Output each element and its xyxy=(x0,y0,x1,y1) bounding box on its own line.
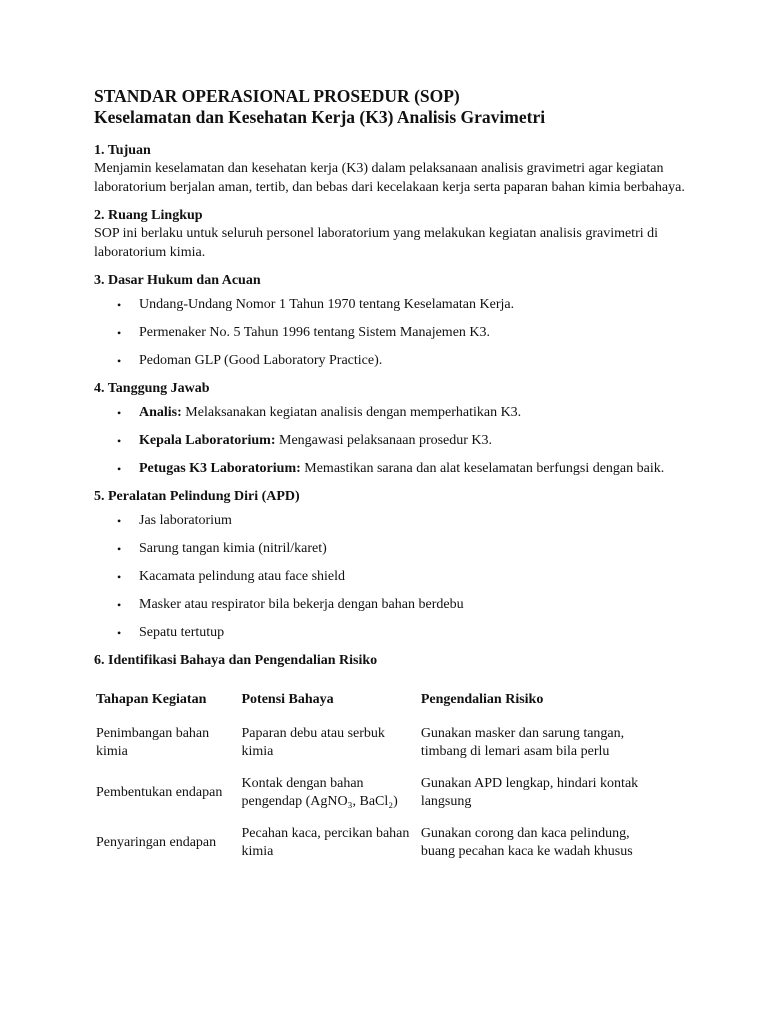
list-item-term: Kepala Laboratorium: xyxy=(139,433,276,448)
risk-table xyxy=(94,682,669,868)
list-item-text: Masker atau respirator bila bekerja dengan bahan berdebu xyxy=(139,597,464,612)
list-item-text: Sepatu tertutup xyxy=(139,625,225,640)
list-item xyxy=(94,540,694,558)
bullet-icon: • xyxy=(117,462,122,476)
list-item-text: Undang-Undang Nomor 1 Tahun 1970 tentang Keselamatan Kerja. xyxy=(139,297,515,312)
document-title: STANDAR OPERASIONAL PROSEDUR (SOP) xyxy=(94,86,460,106)
list-item xyxy=(94,404,694,422)
section-tujuan xyxy=(94,142,694,197)
column-header: Tahapan Kegiatan xyxy=(96,692,207,707)
bullet-list xyxy=(94,404,694,478)
table-cell: Gunakan APD lengkap, hindari kontak langsung xyxy=(420,776,639,809)
bullet-list xyxy=(94,296,694,370)
bullet-icon: • xyxy=(117,326,122,340)
bullet-icon: • xyxy=(117,406,122,420)
list-item-text: Sarung tangan kimia (nitril/karet) xyxy=(139,541,327,556)
table-cell: Gunakan masker dan sarung tangan, timbang di lemari asam bila perlu xyxy=(420,726,625,759)
list-item-text: Melaksanakan kegiatan analisis dengan memperhatikan K3. xyxy=(181,405,522,420)
section-heading: 6. Identifikasi Bahaya dan Pengendalian Risiko xyxy=(94,653,378,668)
table-cell: Kontak dengan bahan pengendap (AgNO₃, BaCl₂) xyxy=(241,776,398,809)
list-item-term: Petugas K3 Laboratorium: xyxy=(139,461,301,476)
section-heading: 1. Tujuan xyxy=(94,143,151,158)
column-header: Pengendalian Risiko xyxy=(420,692,544,707)
section-dasar-hukum xyxy=(94,272,694,370)
bullet-icon: • xyxy=(117,542,122,556)
list-item xyxy=(94,460,694,478)
bullet-icon: • xyxy=(117,434,122,448)
section-ruang-lingkup xyxy=(94,207,694,262)
table-row xyxy=(94,768,669,818)
table-cell: Penimbangan bahan kimia xyxy=(96,726,210,759)
section-apd xyxy=(94,488,694,642)
table-cell: Gunakan corong dan kaca pelindung, buang pecahan kaca ke wadah khusus xyxy=(420,826,633,859)
column-header: Potensi Bahaya xyxy=(241,692,334,707)
list-item-text: Kacamata pelindung atau face shield xyxy=(139,569,346,584)
list-item xyxy=(94,432,694,450)
table-row xyxy=(94,718,669,768)
list-item xyxy=(94,568,694,586)
list-item-term: Analis: xyxy=(139,405,182,420)
section-heading: 3. Dasar Hukum dan Acuan xyxy=(94,273,261,288)
section-heading: 5. Peralatan Pelindung Diri (APD) xyxy=(94,489,300,504)
list-item xyxy=(94,324,694,342)
section-heading: 4. Tanggung Jawab xyxy=(94,381,210,396)
bullet-icon: • xyxy=(117,514,122,528)
bullet-icon: • xyxy=(117,298,122,312)
bullet-icon: • xyxy=(117,570,122,584)
list-item xyxy=(94,624,694,642)
table-cell: Pembentukan endapan xyxy=(96,785,223,800)
table-row xyxy=(94,818,669,868)
section-tanggung-jawab xyxy=(94,380,694,478)
bullet-icon: • xyxy=(117,626,122,640)
table-cell: Pecahan kaca, percikan bahan kimia xyxy=(241,826,410,859)
section-text: SOP ini berlaku untuk seluruh personel laboratorium yang melakukan kegiatan analisis gravimetri di laboratorium kimia. xyxy=(94,226,659,260)
bullet-icon: • xyxy=(117,598,122,612)
list-item-text: Permenaker No. 5 Tahun 1996 tentang Sistem Manajemen K3. xyxy=(139,325,491,340)
section-identifikasi-bahaya xyxy=(94,652,694,868)
table-cell: Paparan debu atau serbuk kimia xyxy=(241,726,385,759)
table-header-row xyxy=(94,682,669,718)
bullet-list xyxy=(94,512,694,642)
list-item xyxy=(94,512,694,530)
document-subtitle: Keselamatan dan Kesehatan Kerja (K3) Analisis Gravimetri xyxy=(94,107,546,127)
list-item-text: Jas laboratorium xyxy=(139,513,232,528)
table-cell: Penyaringan endapan xyxy=(96,835,217,850)
bullet-icon: • xyxy=(117,354,122,368)
section-text: Menjamin keselamatan dan kesehatan kerja (K3) dalam pelaksanaan analisis gravimetri agar kegiatan laboratorium berjalan aman, tertib, dan bebas dari kecelakaan kerja serta paparan bahan kimia berbahaya. xyxy=(94,161,685,195)
document-page xyxy=(94,86,694,868)
list-item-text: Memastikan sarana dan alat keselamatan berfungsi dengan baik. xyxy=(300,461,665,476)
list-item xyxy=(94,296,694,314)
list-item xyxy=(94,596,694,614)
list-item-text: Mengawasi pelaksanaan prosedur K3. xyxy=(275,433,493,448)
section-heading: 2. Ruang Lingkup xyxy=(94,208,203,223)
list-item xyxy=(94,352,694,370)
list-item-text: Pedoman GLP (Good Laboratory Practice). xyxy=(139,353,383,368)
